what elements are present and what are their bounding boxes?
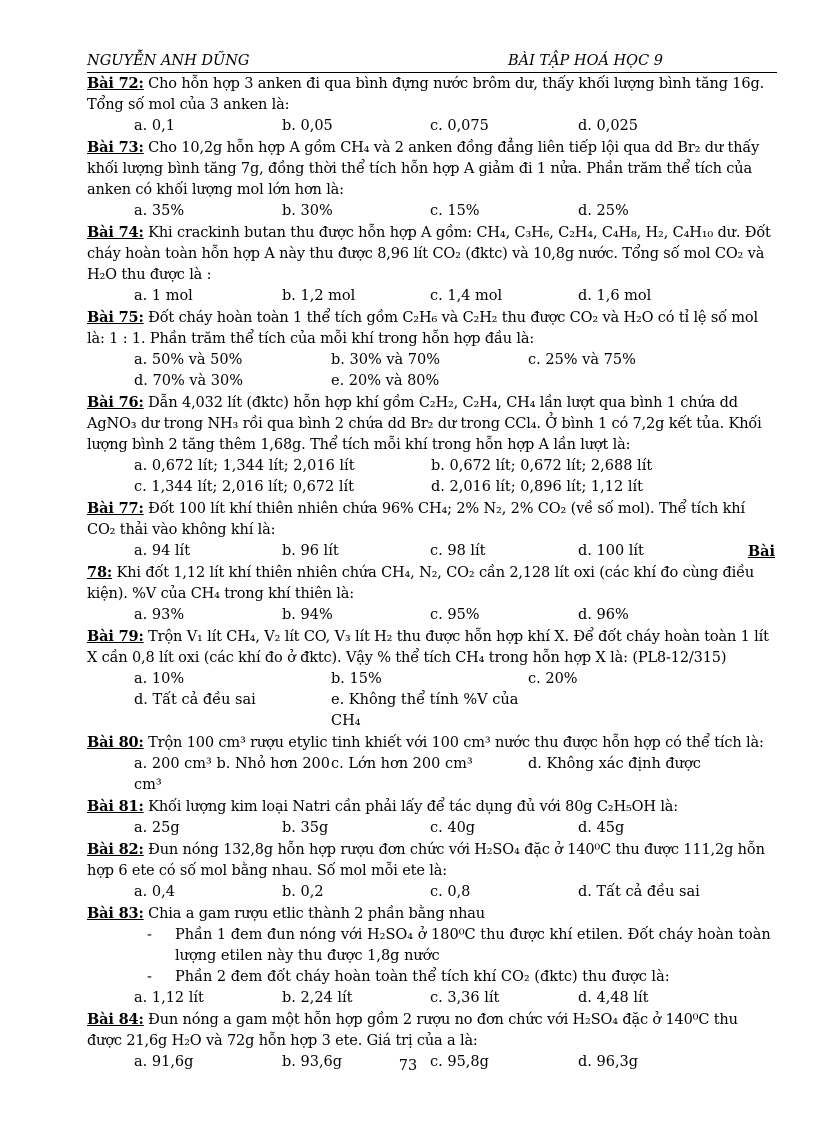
answer-options: [87, 754, 777, 796]
question-block: [87, 562, 777, 626]
question-list: [87, 73, 777, 1073]
question-body: Chia a gam rượu etlic thành 2 phần bằng nhau: [143, 906, 485, 922]
answer-option: c. 95,8g: [430, 1054, 489, 1070]
answer-option: a. 0,1: [134, 118, 175, 134]
question-number: Bài 77:: [87, 500, 144, 517]
question-number: Bài 80:: [87, 734, 144, 751]
answer-options: [87, 286, 777, 307]
answer-option: a. 94 lít: [134, 543, 191, 559]
question-body: Đốt 100 lít khí thiên nhiên chứa 96% CH₄; 2% N₂, 2% CO₂ (về số mol). Thể tích khí CO₂ thải vào không khí là:: [87, 501, 745, 538]
answer-option: a. 0,4: [134, 884, 175, 900]
answer-option: a. 91,6g: [134, 1054, 194, 1070]
question-body: Trộn 100 cm³ rượu etylic tinh khiết với 100 cm³ nước thu được hỗn hợp có thể tích là:: [143, 735, 764, 751]
answer-option: c. 40g: [430, 820, 476, 836]
question-body: Khối lượng kim loại Natri cần phải lấy để tác dụng đủ với 80g C₂H₅OH là:: [143, 799, 679, 815]
answer-options: [87, 456, 777, 498]
answer-option: c. 1,344 lít; 2,016 lít; 0,672 lít: [134, 479, 354, 495]
question-body: Đun nóng 132,8g hỗn hợp rượu đơn chức với H₂SO₄ đặc ở 140⁰C thu được 111,2g hỗn hợp 6 ete có số mol bằng nhau. Số mol mỗi ete là:: [87, 842, 765, 879]
subject-title: BÀI TẬP HOÁ HỌC 9: [507, 53, 663, 69]
page-header: [87, 50, 777, 73]
question-number: Bài 76:: [87, 394, 144, 411]
answer-option: b. 30%: [282, 203, 333, 219]
answer-option: e. 20% và 80%: [331, 373, 440, 389]
answer-option: a. 10%: [134, 671, 185, 687]
answer-option: d. 0,025: [578, 118, 639, 134]
answer-option: a. 35%: [134, 203, 185, 219]
answer-option: d. 45g: [578, 820, 625, 836]
answer-option: b. 15%: [331, 671, 382, 687]
question-text: [87, 903, 777, 925]
author-name: NGUYỄN ANH DŨNG: [87, 53, 250, 69]
question-number: Bài 83:: [87, 905, 144, 922]
answer-option: b. 0,672 lít; 0,672 lít; 2,688 lít: [431, 458, 653, 474]
answer-option: c. 0,8: [430, 884, 471, 900]
answer-option: c. 0,075: [430, 118, 489, 134]
question-block: [87, 796, 777, 839]
answer-option: c. Lớn hơn 200 cm³: [331, 756, 473, 772]
answer-option: b. 94%: [282, 607, 333, 623]
question-number: Bài 84:: [87, 1011, 144, 1028]
answer-option: c. 15%: [430, 203, 480, 219]
question-body: Khi crackinh butan thu được hỗn hợp A gồm: CH₄, C₃H₆, C₂H₄, C₄H₈, H₂, C₄H₁₀ dư. Đốt cháy hoàn toàn hỗn hợp A này thu được 8,96 lít CO₂ (đktc) và 10,8g nước. Tổng số mol CO₂ và H₂O thu được là :: [87, 225, 771, 283]
bullet-dash: -: [147, 969, 152, 985]
question-body: Cho hỗn hợp 3 anken đi qua bình đựng nước brôm dư, thấy khối lượng bình tăng 16g. Tổng số mol của 3 anken là:: [87, 76, 765, 113]
answer-option: d. 2,016 lít; 0,896 lít; 1,12 lít: [431, 479, 643, 495]
answer-option: d. 4,48 lít: [578, 990, 649, 1006]
answer-options: [87, 201, 777, 222]
question-body: Dẫn 4,032 lít (đktc) hỗn hợp khí gồm C₂H₂, C₂H₄, CH₄ lần lượt qua bình 1 chứa dd AgNO₃ dư trong NH₃ rồi qua bình 2 chứa dd Br₂ dư trong CCl₄. Ở bình 1 có 7,2g kết tủa. Khối lượng bình 2 tăng thêm 1,68g. Thể tích mỗi khí trong hỗn hợp A lần lượt là:: [87, 395, 762, 453]
question-text: [87, 222, 777, 286]
question-number: Bài 79:: [87, 628, 144, 645]
answer-option: c. 95%: [430, 607, 480, 623]
answer-option: c. 1,4 mol: [430, 288, 503, 304]
answer-option: d. Tất cả đều sai: [578, 884, 700, 900]
answer-options: [87, 818, 777, 839]
answer-option: a. 1,12 lít: [134, 990, 204, 1006]
question-body: Trộn V₁ lít CH₄, V₂ lít CO, V₃ lít H₂ thu được hỗn hợp khí X. Để đốt cháy hoàn toàn 1 lít X cần 0,8 lít oxi (các khí đo ở đktc). Vậy % thể tích CH₄ trong hỗn hợp X là: (PL8-12/315): [87, 629, 769, 666]
question-block: [87, 903, 777, 1009]
answer-option: d. 100 lít: [578, 543, 644, 559]
question-block: [87, 498, 777, 562]
answer-option: b. 2,24 lít: [282, 990, 353, 1006]
question-block: [87, 626, 777, 732]
question-text: [87, 307, 777, 350]
answer-option: a. 93%: [134, 607, 185, 623]
answer-option: b. 96 lít: [282, 543, 339, 559]
question-block: [87, 392, 777, 498]
answer-options: [87, 669, 777, 732]
answer-option: b. 93,6g: [282, 1054, 343, 1070]
question-number: Bài 73:: [87, 139, 144, 156]
question-block: [87, 732, 777, 796]
question-body: Đun nóng a gam một hỗn hợp gồm 2 rượu no đơn chức với H₂SO₄ đặc ở 140⁰C thu được 21,6g H₂O và 72g hỗn hợp 3 ete. Giá trị của a là:: [87, 1012, 738, 1049]
sub-text: Phần 1 đem đun nóng với H₂SO₄ ở 180⁰C thu được khí etilen. Đốt cháy hoàn toàn lượng etilen này thu được 1,8g nước: [175, 927, 771, 964]
answer-option: c. 25% và 75%: [528, 352, 636, 368]
question-number: Bài 74:: [87, 224, 144, 241]
question-block: [87, 73, 777, 137]
answer-option: b. 30% và 70%: [331, 352, 441, 368]
question-body: Khi đốt 1,12 lít khí thiên nhiên chứa CH₄, N₂, CO₂ cần 2,128 lít oxi (các khí đo cùng điều kiện). %V của CH₄ trong khí thiên là:: [87, 565, 755, 602]
answer-option: d. 1,6 mol: [578, 288, 652, 304]
question-body: Đốt cháy hoàn toàn 1 thể tích gồm C₂H₆ và C₂H₂ thu được CO₂ và H₂O có tỉ lệ số mol là: 1 : 1. Phần trăm thể tích của mỗi khí trong hỗn hợp đầu là:: [87, 310, 758, 347]
question-text: [87, 498, 777, 541]
question-text: [87, 73, 777, 116]
answer-option: d. Không xác định được: [528, 756, 701, 772]
question-text: [87, 839, 777, 882]
next-question-label: Bài: [747, 543, 775, 560]
question-block: [87, 839, 777, 903]
answer-option: a. 200 cm³ b. Nhỏ hơn 200 cm³: [134, 756, 330, 793]
question-block: [87, 307, 777, 392]
answer-options: [87, 605, 777, 626]
question-text: [87, 1009, 777, 1052]
answer-option: d. 96%: [578, 607, 629, 623]
page-number: 73: [398, 1058, 418, 1074]
sub-item: [87, 967, 777, 988]
question-text: [87, 626, 777, 669]
question-number: 78:: [87, 564, 113, 581]
question-block: [87, 137, 777, 222]
question-number: Bài 81:: [87, 798, 144, 815]
question-number: Bài 75:: [87, 309, 144, 326]
answer-option: b. 35g: [282, 820, 329, 836]
question-number: Bài 82:: [87, 841, 144, 858]
question-body: Cho 10,2g hỗn hợp A gồm CH₄ và 2 anken đồng đẳng liên tiếp lội qua dd Br₂ dư thấy khối lượng bình tăng 7g, đồng thời thể tích hỗn hợp A giảm đi 1 nửa. Phần trăm thể tích của anken có khối lượng mol lớn hơn là:: [87, 140, 760, 198]
question-text: [87, 796, 777, 818]
answer-option: a. 0,672 lít; 1,344 lít; 2,016 lít: [134, 458, 355, 474]
sub-item: [87, 925, 777, 967]
answer-option: b. 1,2 mol: [282, 288, 356, 304]
answer-options: [87, 350, 777, 392]
answer-option: a. 50% và 50%: [134, 352, 243, 368]
answer-option: b. 0,2: [282, 884, 324, 900]
answer-option: c. 3,36 lít: [430, 990, 500, 1006]
answer-options: [87, 882, 777, 903]
answer-option: e. Không thể tính %V của CH₄: [331, 692, 519, 729]
answer-option: b. 0,05: [282, 118, 333, 134]
worksheet-page: [87, 50, 777, 1073]
sub-text: Phần 2 đem đốt cháy hoàn toàn thể tích khí CO₂ (đktc) thu được là:: [175, 969, 670, 985]
answer-option: d. 96,3g: [578, 1054, 639, 1070]
question-text: [87, 392, 777, 456]
bullet-dash: -: [147, 927, 152, 943]
answer-option: a. 25g: [134, 820, 180, 836]
answer-option: d. 70% và 30%: [134, 373, 244, 389]
answer-options: [87, 988, 777, 1009]
question-text: [87, 137, 777, 201]
answer-option: c. 20%: [528, 671, 578, 687]
question-number: Bài 72:: [87, 75, 144, 92]
answer-option: d. 25%: [578, 203, 629, 219]
question-text: [87, 562, 777, 605]
answer-option: c. 98 lít: [430, 543, 486, 559]
answer-option: a. 1 mol: [134, 288, 193, 304]
answer-options: [87, 116, 777, 137]
question-block: [87, 222, 777, 307]
answer-options: [87, 541, 777, 562]
answer-option: d. Tất cả đều sai: [134, 692, 256, 708]
question-text: [87, 732, 777, 754]
